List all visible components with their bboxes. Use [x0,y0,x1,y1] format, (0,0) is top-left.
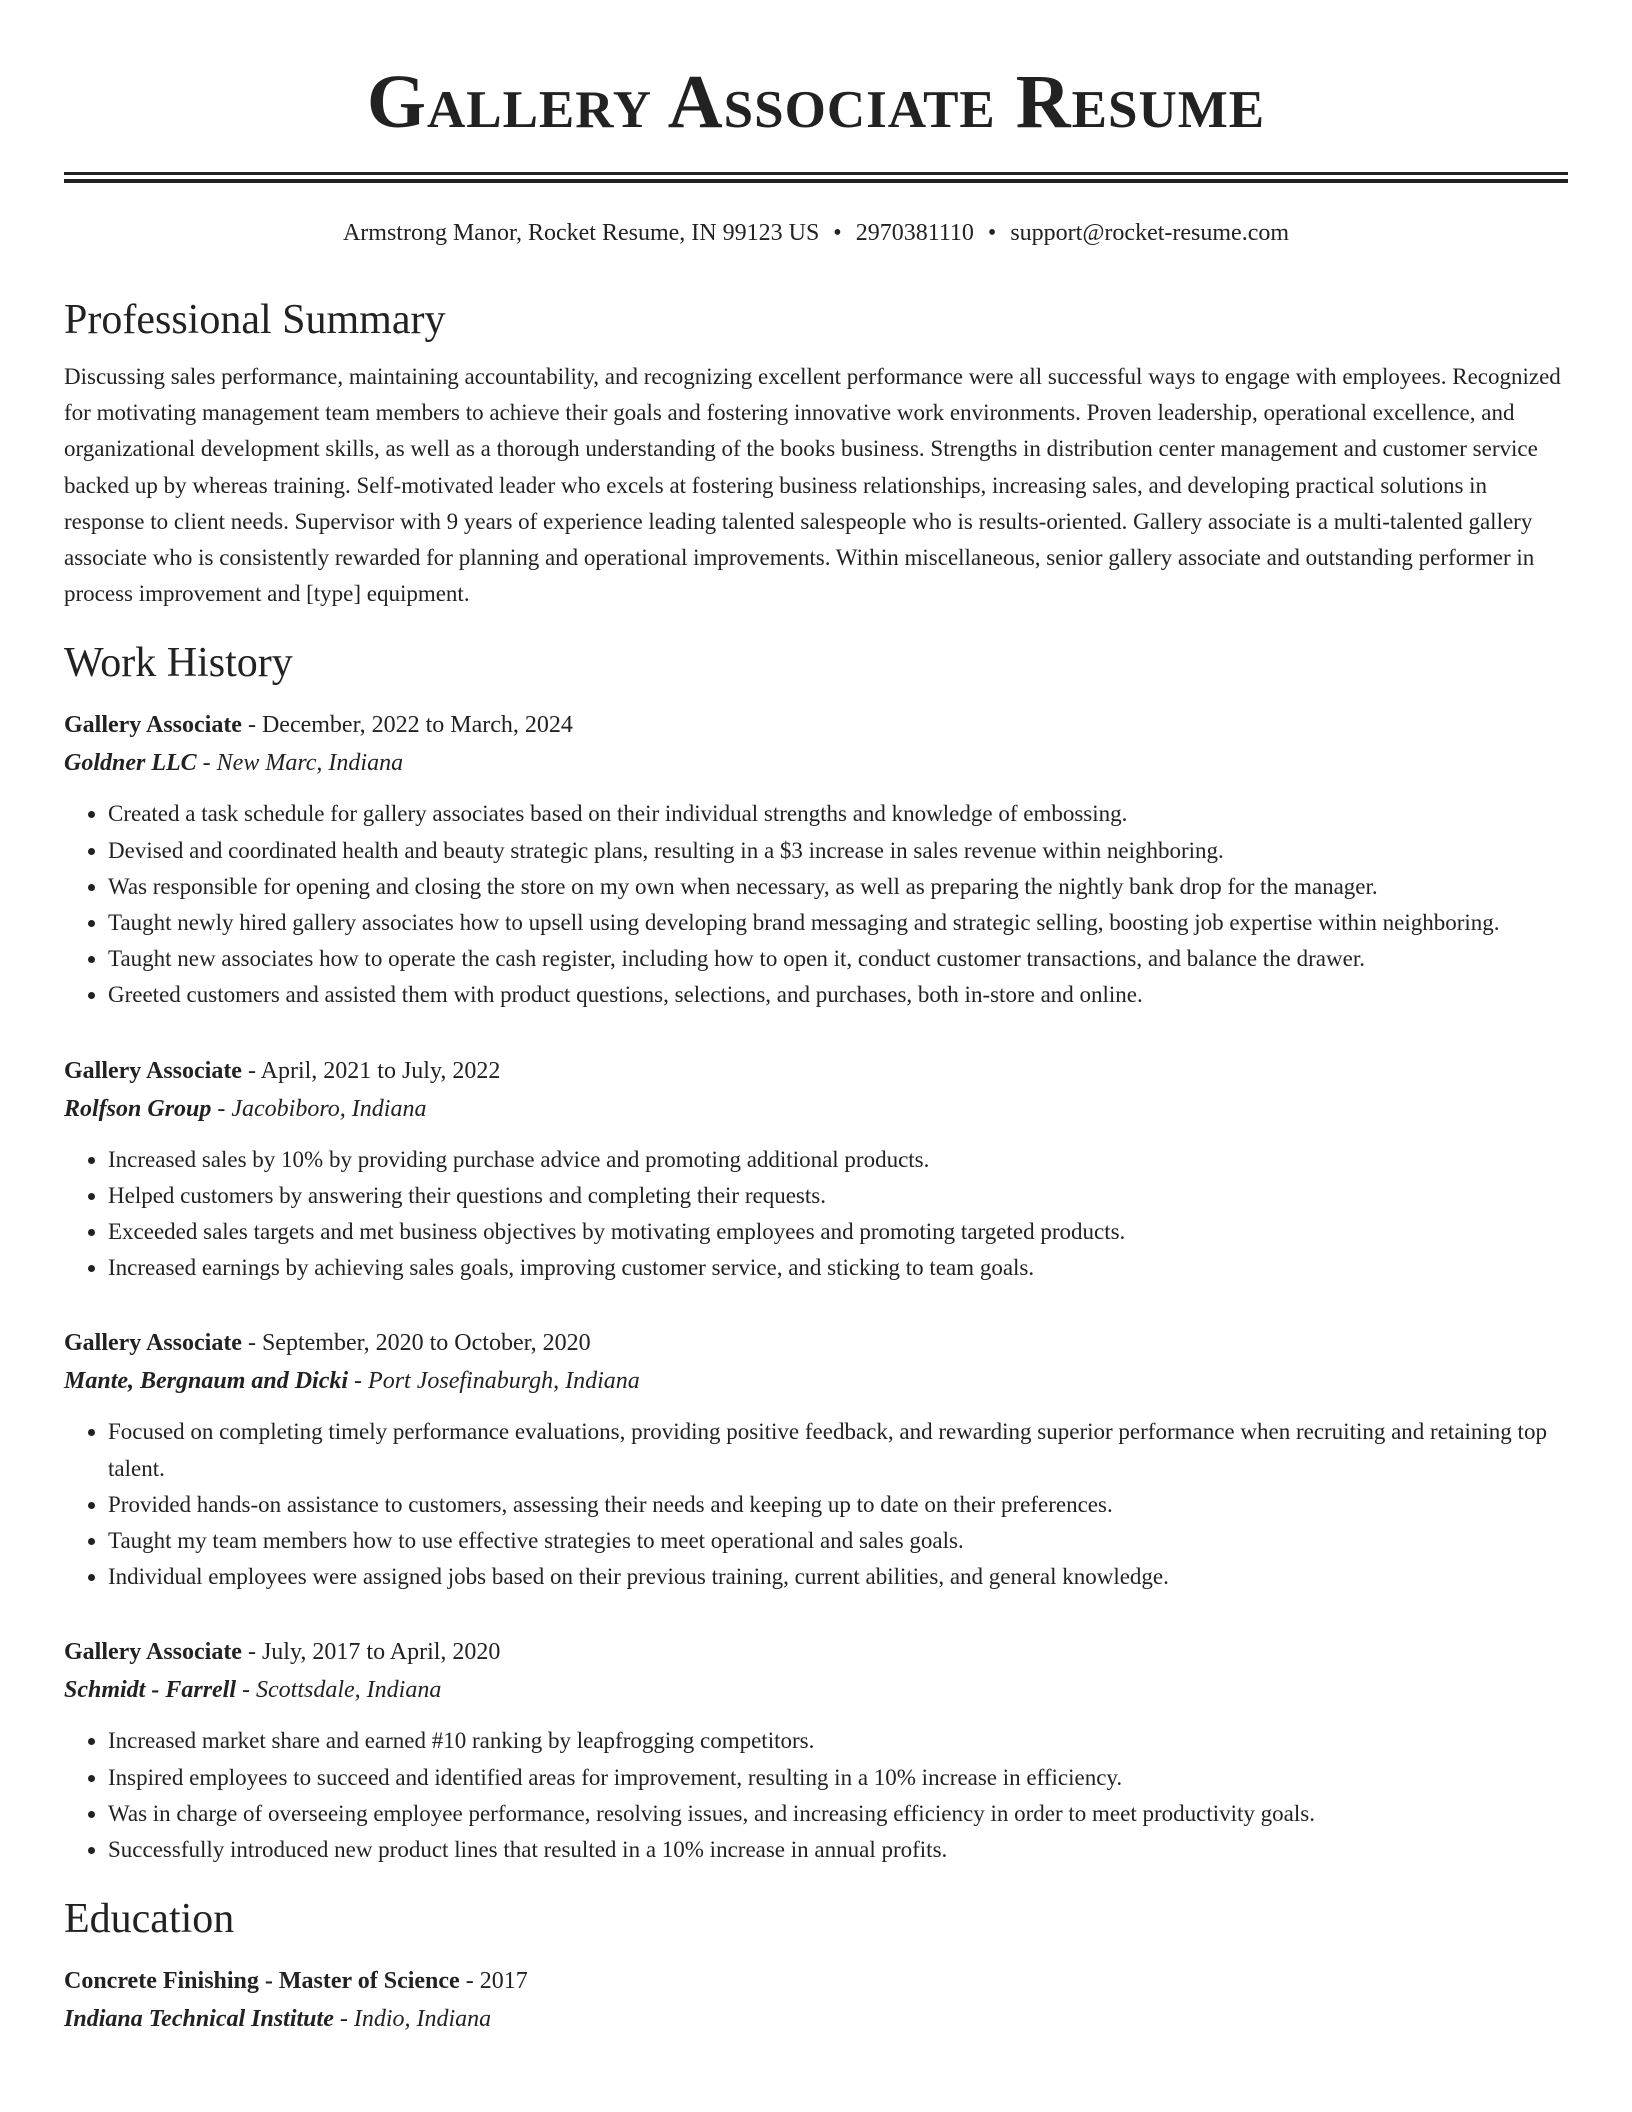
resume-title: Gallery Associate Resume [366,60,1266,144]
job-bullet: • Increased earnings by achieving sales goals, improving customer service, and sticking to team goals. [108,1250,1568,1286]
job-bullet: • Focused on completing timely performance evaluations, providing positive feedback, and rewarding superior performance when recruiting and retaining top talent. [108,1414,1568,1486]
job-entry [64,1052,1568,1287]
contact-address: Armstrong Manor, Rocket Resume, IN 99123 US [342,220,820,246]
job-company-line [64,1090,1568,1128]
job-entry [64,706,1568,1013]
job-location: - Jacobiboro, Indiana [211,1095,427,1122]
contact-separator: • [987,220,997,246]
job-dates: - September, 2020 to October, 2020 [241,1330,591,1357]
job-bullet: • Inspired employees to succeed and identified areas for improvement, resulting in a 10% increase in efficiency. [108,1760,1568,1796]
job-bullet: • Created a task schedule for gallery associates based on their individual strengths and knowledge of embossing. [108,796,1568,832]
education-school: Indiana Technical Institute [64,2006,334,2033]
job-bullet-list [64,1723,1568,1868]
title-rule-top [64,172,1568,175]
education-school-line [64,2000,1568,2038]
job-role: Gallery Associate [64,1639,242,1666]
title-rule-bottom [64,179,1568,183]
job-bullet: • Greeted customers and assisted them with product questions, selections, and purchases, both in-store and online. [108,977,1568,1013]
job-company: Schmidt - Farrell [64,1677,237,1704]
education-degree-line [64,1962,1568,2000]
job-bullet-list [64,1142,1568,1287]
job-company: Rolfson Group [64,1095,212,1122]
job-entry [64,1633,1568,1868]
job-bullet-list [64,1414,1568,1595]
job-location: - Port Josefinaburgh, Indiana [348,1368,640,1395]
education-year: - 2017 [459,1968,528,1995]
job-title-line [64,1052,1568,1090]
job-company-line [64,1362,1568,1400]
job-location: - Scottsdale, Indiana [236,1677,442,1704]
job-role: Gallery Associate [64,1330,242,1357]
education-location: - Indio, Indiana [333,2006,492,2033]
contact-line [64,217,1568,249]
job-location: - New Marc, Indiana [196,750,404,777]
job-bullet: • Was in charge of overseeing employee performance, resolving issues, and increasing efficiency in order to meet productivity goals. [108,1796,1568,1832]
job-company-line [64,744,1568,782]
contact-phone: 2970381110 [855,220,974,246]
education-entry [64,1962,1568,2038]
job-company: Goldner LLC [64,750,197,777]
job-bullet: • Individual employees were assigned jobs based on their previous training, current abilities, and general knowledge. [108,1559,1568,1595]
job-bullet: • Was responsible for opening and closing the store on my own when necessary, as well as preparing the nightly bank drop for the manager. [108,869,1568,905]
job-title-line [64,1324,1568,1362]
job-bullet: • Increased market share and earned #10 ranking by leapfrogging competitors. [108,1723,1568,1759]
contact-separator: • [833,220,842,246]
job-bullet: • Provided hands-on assistance to customers, assessing their needs and keeping up to date on their preferences. [108,1487,1568,1523]
job-bullet: • Taught newly hired gallery associates how to upsell using developing brand messaging and strategic selling, boosting job expertise within neighboring. [108,905,1568,941]
work-history-heading: Work History [64,640,293,687]
job-company-line [64,1671,1568,1709]
job-bullet-list [64,796,1568,1013]
job-role: Gallery Associate [64,712,242,739]
job-entry [64,1324,1568,1595]
job-title-line [64,1633,1568,1671]
summary-heading: Professional Summary [64,297,446,343]
job-bullet: • Taught new associates how to operate the cash register, including how to open it, conduct customer transactions, and balance the drawer. [108,941,1568,977]
job-bullet: • Successfully introduced new product lines that resulted in a 10% increase in annual profits. [108,1832,1568,1868]
job-bullet: • Increased sales by 10% by providing purchase advice and promoting additional products. [108,1142,1568,1178]
summary-text: Discussing sales performance, maintaining accountability, and recognizing excellent performance were all successful ways to engage with employees. Recognized for motivating management team members to achieve their goals and fostering innovative work environments. Proven leadership, operational excellence, and organizational development skills, as well as a thorough understanding of the books business. Strengths in distribution center management and customer service backed up by whereas training. Self-motivated leader who excels at fostering business relationships, increasing sales, and developing practical solutions in response to client needs. Supervisor with 9 years of experience leading talented salespeople who is results-oriented. Gallery associate is a multi-talented gallery associate who is consistently rewarded for planning and operational improvements. Within miscellaneous, senior gallery associate and outstanding performer in process improvement and [type] equipment. [64,364,1561,607]
job-bullet: • Helped customers by answering their questions and completing their requests. [108,1178,1568,1214]
job-dates: - July, 2017 to April, 2020 [241,1639,501,1666]
job-bullet: • Devised and coordinated health and beauty strategic plans, resulting in a $3 increase in sales revenue within neighboring. [108,833,1568,869]
education-degree: Concrete Finishing - Master of Science [64,1968,460,1995]
job-role: Gallery Associate [64,1057,242,1084]
contact-email: support@rocket-resume.com [1010,220,1290,246]
job-company: Mante, Bergnaum and Dicki [64,1368,349,1395]
job-dates: - December, 2022 to March, 2024 [241,712,573,739]
job-bullet: • Taught my team members how to use effective strategies to meet operational and sales goals. [108,1523,1568,1559]
job-bullet: • Exceeded sales targets and met business objectives by motivating employees and promoting targeted products. [108,1214,1568,1250]
education-heading: Education [64,1896,235,1943]
job-title-line [64,706,1568,744]
job-dates: - April, 2021 to July, 2022 [241,1057,501,1084]
